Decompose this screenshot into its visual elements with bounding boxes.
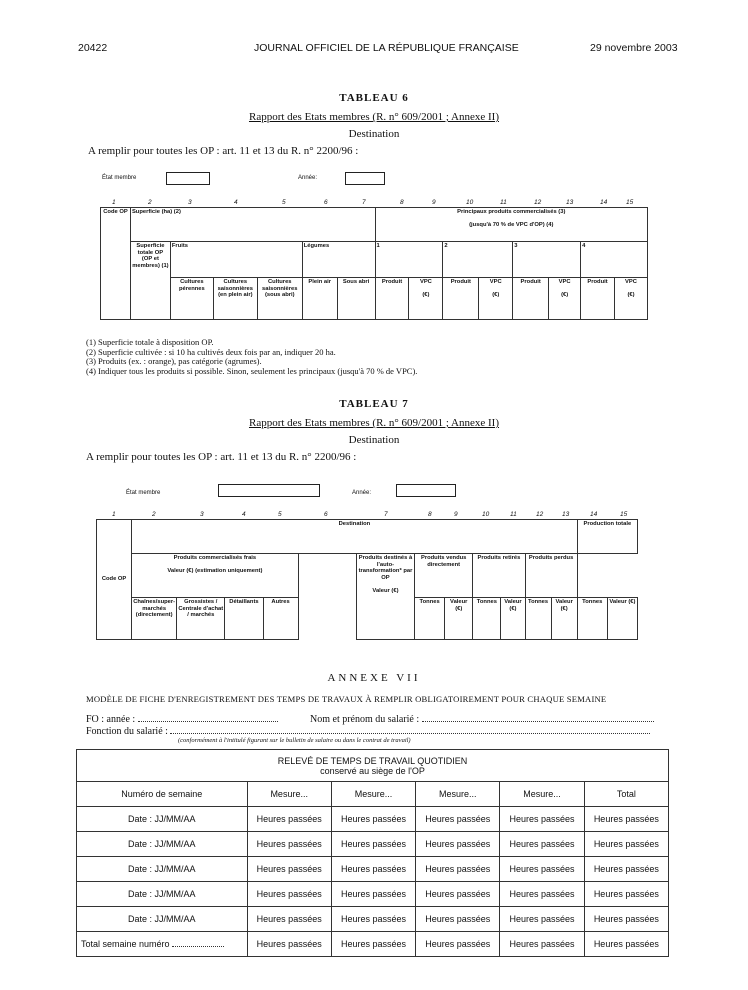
annee-label: Année: [352,490,372,496]
valeur-header: Valeur (€) [445,598,473,640]
date-cell[interactable]: Date : JJ/MM/AA [77,832,248,857]
table-row [77,882,669,907]
heures-cell[interactable]: Heures passées [331,832,415,857]
produit-header: Produit [513,278,549,320]
table-row [77,857,669,882]
heures-cell[interactable]: Heures passées [416,857,500,882]
valeur-header: Valeur (€) [607,598,637,640]
destination-header: Destination [132,520,578,554]
total-semaine-cell[interactable]: Total semaine numéro [77,932,248,957]
heures-cell[interactable]: Heures passées [416,832,500,857]
heures-cell[interactable]: Heures passées [584,882,668,907]
produit-header: Produit [581,278,615,320]
tableau7-instructions: A remplir pour toutes les OP : art. 11 et 13 du R. n° 2200/96 : [86,451,357,463]
heures-cell[interactable]: Heures passées [247,932,331,957]
colnum: 1 [112,199,116,206]
colnum: 3 [200,511,204,518]
tableau6-report: Rapport des Etats membres (R. n° 609/2001 ; Annexe II) [248,111,500,123]
heures-cell[interactable]: Heures passées [500,807,584,832]
colnum: 5 [282,199,286,206]
heures-cell[interactable]: Heures passées [500,932,584,957]
autres-header: Autres [263,598,298,640]
note: (2) Superficie cultivée : si 10 ha cultivés deux fois par an, indiquer 20 ha. [86,346,336,357]
produits-frais-header: Produits commercialisés frais Valeur (€) (estimation uniquement) [132,554,299,598]
col-mesure: Mesure... [500,782,584,807]
heures-cell[interactable]: Heures passées [247,882,331,907]
colnum: 2 [148,199,152,206]
heures-cell[interactable]: Heures passées [247,807,331,832]
tableau7-report: Rapport des Etats membres (R. n° 609/2001 ; Annexe II) [248,417,500,429]
cultures-saisonnieres-plein-air-header: Cultures saisonnières (en plein air) [213,278,257,320]
heures-cell[interactable]: Heures passées [416,907,500,932]
colnum: 8 [428,511,432,518]
etat-membre-label: État membre [126,490,161,496]
valeur-header: Valeur (€) [551,598,577,640]
heures-cell[interactable]: Heures passées [331,857,415,882]
colnum: 8 [400,199,404,206]
tableau7-table [96,519,638,640]
vpc-header: VPC (€) [549,278,581,320]
heures-cell[interactable]: Heures passées [416,882,500,907]
sous-abri-header: Sous abri [337,278,375,320]
col-numero-semaine: Numéro de semaine [77,782,248,807]
tableau6-table [100,207,648,320]
legumes-header: Légumes [302,242,375,278]
table-row [77,832,669,857]
tonnes-header: Tonnes [525,598,551,640]
etat-membre-label: État membre [102,175,137,181]
vpc-header: VPC (€) [615,278,648,320]
table-row-total [77,932,669,957]
heures-cell[interactable]: Heures passées [500,857,584,882]
note: (1) Superficie totale à disposition OP. [86,337,214,347]
heures-cell[interactable]: Heures passées [247,832,331,857]
etat-membre-field[interactable] [166,172,210,185]
fo-annee-field[interactable] [86,714,278,725]
issue-date: 29 novembre 2003 [590,42,678,54]
fonction-label: Fonction du salarié : [86,726,168,737]
date-cell[interactable]: Date : JJ/MM/AA [77,882,248,907]
produits-retires-header: Produits retirés [473,554,525,598]
conforme-note: (conformément à l'intitulé figurant sur le bulletin de salaire ou dans le contrat de travail) [178,737,411,744]
colnum: 7 [362,199,366,206]
heures-cell[interactable]: Heures passées [416,807,500,832]
col-mesure: Mesure... [331,782,415,807]
chaines-header: Chaînes/super-marchés (directement) [132,598,177,640]
tableau6-instructions: A remplir pour toutes les OP : art. 11 et 13 du R. n° 2200/96 : [88,145,359,157]
releve-title: RELEVÉ DE TEMPS DE TRAVAIL QUOTIDIEN conservé au siège de l'OP [77,750,669,782]
principaux-produits-header: Principaux produits commercialisés (3) (jusqu'à 70 % de VPC d'OP) (4) [375,208,647,242]
vpc-header: VPC (€) [479,278,513,320]
heures-cell[interactable]: Heures passées [331,907,415,932]
tonnes-header: Tonnes [415,598,445,640]
annee-field[interactable] [345,172,385,185]
code-op-header: Code OP [101,208,131,320]
note: (3) Produits (ex. : orange), pas catégorie (agrumes). [86,356,262,366]
colnum: 14 [590,511,598,518]
superficie-totale-header: Superficie totale OP (OP et membres) (1) [130,242,170,320]
etat-membre-field[interactable] [218,484,320,497]
colnum: 4 [234,199,238,206]
produits-perdus-header: Produits perdus [525,554,577,598]
annee-field[interactable] [396,484,456,497]
fo-label: FO : année : [86,714,136,725]
heures-cell[interactable]: Heures passées [584,907,668,932]
colnum: 15 [620,511,628,518]
blank-cell [577,554,637,598]
detaillants-header: Détaillants [225,598,263,640]
produits-vendus-header: Produits vendus directement [415,554,473,598]
colnum: 15 [626,199,634,206]
valeur-header: Valeur (€) [501,598,525,640]
produit-4-header: 4 [581,242,648,278]
heures-cell[interactable]: Heures passées [584,807,668,832]
colnum: 6 [324,199,328,206]
colnum: 12 [536,511,544,518]
blank-cell [298,598,356,640]
colnum: 11 [510,511,517,518]
heures-cell[interactable]: Heures passées [584,832,668,857]
heures-cell[interactable]: Heures passées [584,932,668,957]
heures-cell[interactable]: Heures passées [500,832,584,857]
colnum: 6 [324,511,328,518]
tableau7-title: TABLEAU 7 [339,398,409,410]
table-row [77,907,669,932]
journal-title: JOURNAL OFFICIEL DE LA RÉPUBLIQUE FRANÇAISE [254,42,519,54]
colnum: 13 [562,511,570,518]
colnum: 3 [188,199,192,206]
heures-cell[interactable]: Heures passées [416,932,500,957]
heures-cell[interactable]: Heures passées [331,932,415,957]
colnum: 12 [534,199,542,206]
colnum: 13 [566,199,574,206]
date-cell[interactable]: Date : JJ/MM/AA [77,857,248,882]
superficie-header: Superficie (ha) (2) [130,208,375,242]
colnum: 1 [112,511,116,518]
cultures-saisonnieres-sous-abri-header: Cultures saisonnières (sous abri) [257,278,302,320]
colnum: 7 [384,511,388,518]
annexe-title: ANNEXE VII [327,672,421,684]
colnum: 9 [432,199,436,206]
tableau7-destination: Destination [348,434,400,446]
colnum: 14 [600,199,608,206]
fruits-header: Fruits [170,242,302,278]
produit-2-header: 2 [443,242,513,278]
tonnes-header: Tonnes [577,598,607,640]
produit-header: Produit [443,278,479,320]
col-total: Total [584,782,668,807]
colnum: 10 [466,199,474,206]
heures-cell[interactable]: Heures passées [247,857,331,882]
nom-salarie-field[interactable] [310,714,654,725]
produit-3-header: 3 [513,242,581,278]
tableau6-destination: Destination [348,128,400,140]
heures-cell[interactable]: Heures passées [331,807,415,832]
annexe-heading: MODÈLE DE FICHE D'ENREGISTREMENT DES TEMPS DE TRAVAUX À REMPLIR OBLIGATOIREMENT POUR CHAQUE SEMAINE [86,694,607,704]
note: (4) Indiquer tous les produits si possible. Sinon, seulement les principaux (jusqu'à 70 % de VPC). [86,365,418,376]
annee-label: Année: [298,175,318,181]
col-mesure: Mesure... [416,782,500,807]
plein-air-header: Plein air [302,278,337,320]
nom-label: Nom et prénom du salarié : [310,714,420,725]
heures-cell[interactable]: Heures passées [584,857,668,882]
table-row [77,807,669,832]
tonnes-header: Tonnes [473,598,501,640]
heures-cell[interactable]: Heures passées [247,907,331,932]
colnum: 10 [482,511,490,518]
heures-cell[interactable]: Heures passées [500,907,584,932]
code-op-header: Code OP [97,520,132,640]
tableau6-title: TABLEAU 6 [339,92,409,104]
col-mesure: Mesure... [247,782,331,807]
colnum: 9 [454,511,458,518]
colnum: 11 [500,199,507,206]
vpc-header: VPC (€) [409,278,443,320]
produit-header: Produit [375,278,409,320]
heures-cell[interactable]: Heures passées [500,882,584,907]
fonction-salarie-field[interactable] [86,726,650,737]
colnum: 5 [278,511,282,518]
tableau6-notes [86,338,417,376]
blank-cell [298,554,356,598]
colnum: 4 [242,511,246,518]
cultures-perennes-header: Cultures pérennes [170,278,213,320]
date-cell[interactable]: Date : JJ/MM/AA [77,807,248,832]
production-totale-header: Production totale [577,520,637,554]
date-cell[interactable]: Date : JJ/MM/AA [77,907,248,932]
page-number: 20422 [78,42,108,54]
colnum: 2 [152,511,156,518]
grossistes-header: Grossistes / Centrale d'achat / marchés [177,598,225,640]
produit-1-header: 1 [375,242,443,278]
releve-table [76,749,669,957]
produits-auto-transformation-header: Produits destinés à l'auto-transformation* par OP Valeur (€) [356,554,414,640]
heures-cell[interactable]: Heures passées [331,882,415,907]
